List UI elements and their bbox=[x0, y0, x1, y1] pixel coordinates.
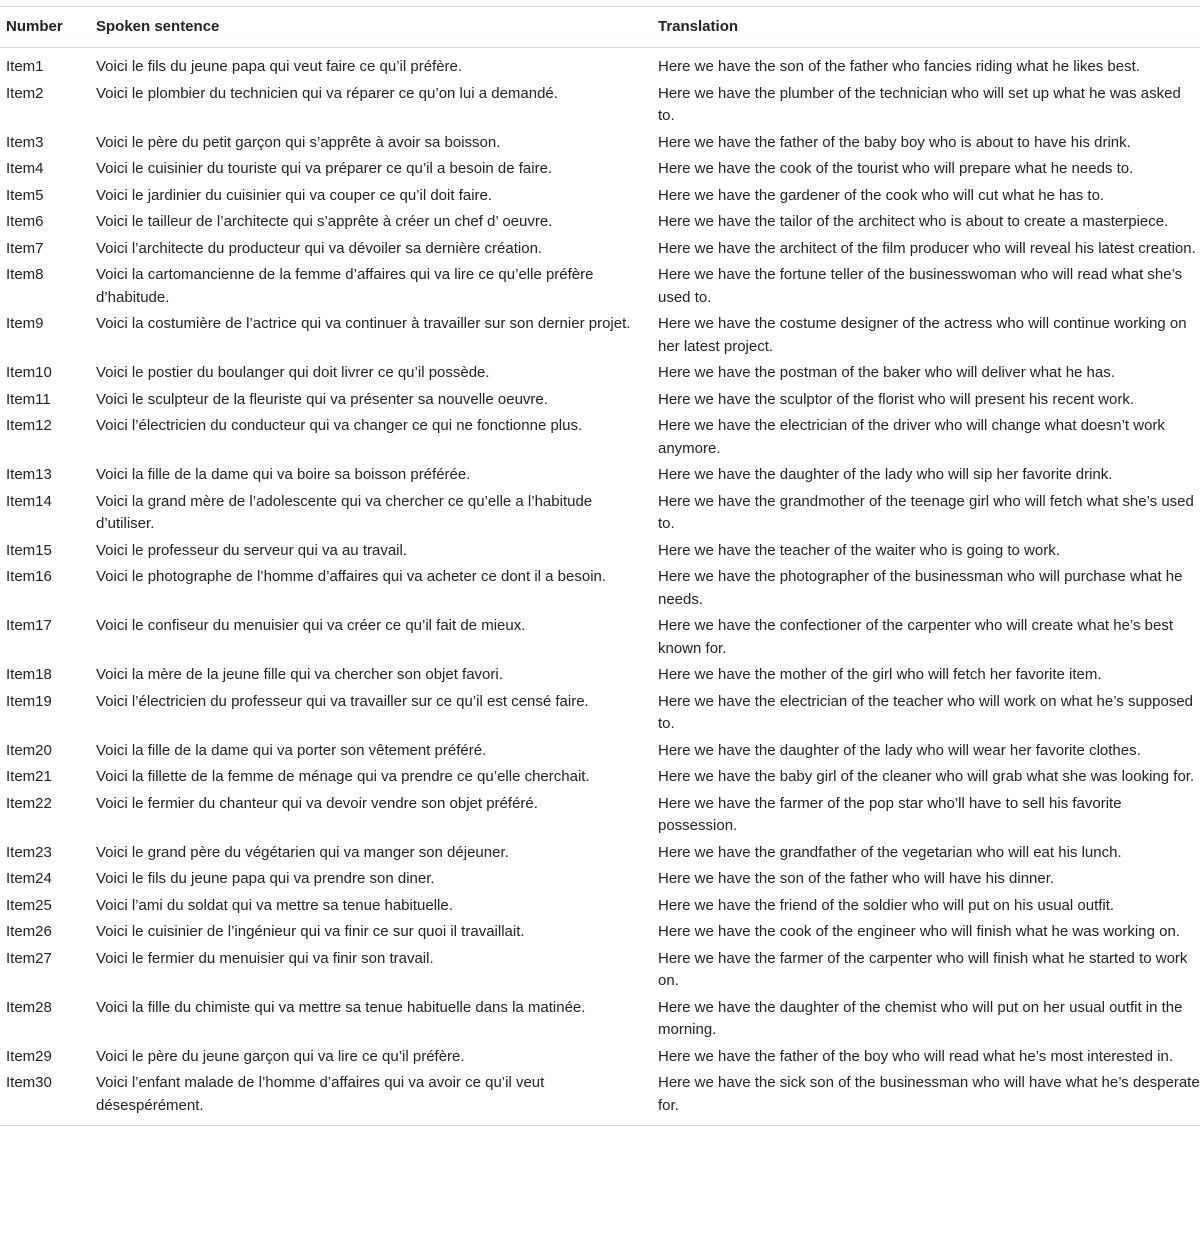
translation-cell: Here we have the son of the father who fancies riding what he likes best. bbox=[658, 58, 1140, 75]
translation-cell: Here we have the fortune teller of the businesswoman who will read what she’s used to. bbox=[658, 266, 1183, 306]
translation-cell: Here we have the photographer of the businessman who will purchase what he needs. bbox=[658, 568, 1183, 608]
spoken-sentence-cell: Voici la fille de la dame qui va porter son vêtement préféré. bbox=[96, 741, 487, 759]
spoken-sentence-cell: Voici le postier du boulanger qui doit livrer ce qu’il possède. bbox=[96, 364, 490, 381]
table-row bbox=[0, 237, 1200, 264]
translation-cell: Here we have the son of the father who will have his dinner. bbox=[658, 870, 1055, 887]
item-number-cell: Item5 bbox=[6, 186, 44, 204]
spoken-sentence-cell: Voici l’architecte du producteur qui va dévoiler sa dernière création. bbox=[96, 239, 543, 257]
spoken-sentence-cell: Voici la grand mère de l’adolescente qui va chercher ce qu’elle a l’habitude d’utiliser. bbox=[96, 492, 593, 532]
table-row bbox=[0, 82, 1200, 131]
table-row bbox=[0, 388, 1200, 415]
table-row bbox=[0, 414, 1200, 463]
header-row bbox=[0, 7, 1200, 48]
item-number-cell: Item12 bbox=[6, 417, 52, 434]
item-number-cell: Item22 bbox=[6, 794, 52, 812]
item-number-cell: Item16 bbox=[6, 568, 52, 585]
table-row bbox=[0, 920, 1200, 947]
translation-cell: Here we have the postman of the baker who will deliver what he has. bbox=[658, 364, 1115, 381]
translation-cell: Here we have the daughter of the chemist who will put on her usual outfit in the morning. bbox=[658, 998, 1183, 1038]
spoken-sentence-cell: Voici le cuisinier de l’ingénieur qui va finir ce sur quoi il travaillait. bbox=[96, 923, 525, 940]
translation-cell: Here we have the cook of the tourist who will prepare what he needs to. bbox=[658, 160, 1134, 177]
spoken-sentence-cell: Voici l’électricien du conducteur qui va changer ce qui ne fonctionne plus. bbox=[96, 417, 583, 434]
translation-cell: Here we have the grandmother of the teenage girl who will fetch what she’s used to. bbox=[658, 492, 1194, 532]
table-row bbox=[0, 263, 1200, 312]
translation-cell: Here we have the mother of the girl who will fetch her favorite item. bbox=[658, 666, 1102, 683]
spoken-sentence-cell: Voici la costumière de l’actrice qui va continuer à travailler sur son dernier projet. bbox=[96, 315, 631, 332]
translation-cell: Here we have the confectioner of the carpenter who will create what he’s best known for. bbox=[658, 617, 1174, 657]
spoken-sentence-cell: Voici le tailleur de l’architecte qui s’apprête à créer un chef d’ oeuvre. bbox=[96, 213, 553, 230]
item-number-cell: Item30 bbox=[6, 1074, 52, 1091]
translation-cell: Here we have the sculptor of the florist who will present his recent work. bbox=[658, 390, 1135, 408]
item-number-cell: Item18 bbox=[6, 666, 52, 683]
table-row bbox=[0, 1045, 1200, 1072]
translation-cell: Here we have the teacher of the waiter who is going to work. bbox=[658, 541, 1060, 559]
item-number-cell: Item15 bbox=[6, 541, 52, 559]
translation-cell: Here we have the baby girl of the cleaner who will grab what she was looking for. bbox=[658, 768, 1195, 785]
spoken-sentence-cell: Voici le photographe de l’homme d’affaires qui va acheter ce dont il a besoin. bbox=[96, 568, 607, 585]
item-number-cell: Item27 bbox=[6, 949, 52, 967]
translation-cell: Here we have the sick son of the businessman who will have what he’s desperate for. bbox=[658, 1074, 1200, 1114]
translation-cell: Here we have the father of the baby boy who is about to have his drink. bbox=[658, 133, 1131, 151]
item-number-cell: Item20 bbox=[6, 741, 52, 759]
table-row bbox=[0, 361, 1200, 388]
spoken-sentence-cell: Voici l’ami du soldat qui va mettre sa tenue habituelle. bbox=[96, 896, 453, 914]
item-number-cell: Item2 bbox=[6, 84, 44, 102]
table-row bbox=[0, 463, 1200, 490]
translation-cell: Here we have the friend of the soldier who will put on his usual outfit. bbox=[658, 896, 1115, 914]
table-row bbox=[0, 1071, 1200, 1126]
item-number-cell: Item23 bbox=[6, 843, 52, 861]
items-table bbox=[0, 6, 1200, 1126]
header-spoken-sentence: Spoken sentence bbox=[96, 17, 220, 35]
spoken-sentence-cell: Voici le professeur du serveur qui va au travail. bbox=[96, 541, 407, 559]
table-row bbox=[0, 867, 1200, 894]
spoken-sentence-cell: Voici le fermier du menuisier qui va finir son travail. bbox=[96, 949, 434, 967]
spoken-sentence-cell: Voici le fermier du chanteur qui va devoir vendre son objet préféré. bbox=[96, 794, 538, 812]
translation-cell: Here we have the electrician of the teacher who will work on what he’s supposed to. bbox=[658, 692, 1194, 732]
table-row bbox=[0, 131, 1200, 158]
item-number-cell: Item29 bbox=[6, 1047, 52, 1065]
spoken-sentence-cell: Voici la fille du chimiste qui va mettre sa tenue habituelle dans la matinée. bbox=[96, 998, 586, 1016]
spoken-sentence-cell: Voici le père du jeune garçon qui va lire ce qu’il préfère. bbox=[96, 1047, 465, 1065]
item-number-cell: Item21 bbox=[6, 768, 52, 785]
item-number-cell: Item14 bbox=[6, 492, 52, 510]
table-row bbox=[0, 663, 1200, 690]
translation-cell: Here we have the architect of the film producer who will reveal his latest creation. bbox=[658, 239, 1196, 257]
spoken-sentence-cell: Voici le père du petit garçon qui s’apprête à avoir sa boisson. bbox=[96, 133, 501, 151]
table-body bbox=[0, 48, 1200, 1126]
item-number-cell: Item24 bbox=[6, 870, 52, 887]
table-row bbox=[0, 614, 1200, 663]
table-row bbox=[0, 490, 1200, 539]
item-number-cell: Item19 bbox=[6, 692, 52, 710]
spoken-sentence-cell: Voici le sculpteur de la fleuriste qui va présenter sa nouvelle oeuvre. bbox=[96, 390, 548, 408]
translation-cell: Here we have the cook of the engineer who will finish what he was working on. bbox=[658, 923, 1180, 940]
item-number-cell: Item1 bbox=[6, 58, 44, 75]
table-row bbox=[0, 565, 1200, 614]
table-row bbox=[0, 739, 1200, 766]
item-number-cell: Item7 bbox=[6, 239, 44, 257]
table-header bbox=[0, 7, 1200, 48]
spoken-sentence-cell: Voici le fils du jeune papa qui veut faire ce qu’il préfère. bbox=[96, 58, 463, 75]
translation-cell: Here we have the daughter of the lady who will sip her favorite drink. bbox=[658, 466, 1113, 483]
item-number-cell: Item17 bbox=[6, 617, 52, 634]
item-number-cell: Item6 bbox=[6, 213, 44, 230]
translation-cell: Here we have the electrician of the driver who will change what doesn’t work anymore. bbox=[658, 417, 1165, 457]
spoken-sentence-cell: Voici la fille de la dame qui va boire sa boisson préférée. bbox=[96, 466, 471, 483]
item-number-cell: Item9 bbox=[6, 315, 44, 332]
translation-cell: Here we have the farmer of the pop star who’ll have to sell his favorite possession. bbox=[658, 794, 1122, 834]
header-translation: Translation bbox=[658, 17, 739, 35]
spoken-sentence-cell: Voici le plombier du technicien qui va réparer ce qu’on lui a demandé. bbox=[96, 84, 558, 102]
table-row bbox=[0, 765, 1200, 792]
spoken-sentence-cell: Voici le confiseur du menuisier qui va créer ce qu’il fait de mieux. bbox=[96, 617, 526, 634]
table-row bbox=[0, 312, 1200, 361]
table-row bbox=[0, 210, 1200, 237]
spoken-sentence-cell: Voici le fils du jeune papa qui va prendre son diner. bbox=[96, 870, 435, 887]
spoken-sentence-cell: Voici le jardinier du cuisinier qui va couper ce qu’il doit faire. bbox=[96, 186, 493, 204]
item-number-cell: Item25 bbox=[6, 896, 52, 914]
item-number-cell: Item28 bbox=[6, 998, 52, 1016]
translation-cell: Here we have the daughter of the lady who will wear her favorite clothes. bbox=[658, 741, 1141, 759]
translation-cell: Here we have the plumber of the technician who will set up what he was asked to. bbox=[658, 84, 1181, 124]
spoken-sentence-cell: Voici la mère de la jeune fille qui va chercher son objet favori. bbox=[96, 666, 503, 683]
spoken-sentence-cell: Voici le cuisinier du touriste qui va préparer ce qu’il a besoin de faire. bbox=[96, 160, 553, 177]
translation-cell: Here we have the tailor of the architect who is about to create a masterpiece. bbox=[658, 213, 1169, 230]
table-row bbox=[0, 184, 1200, 211]
item-number-cell: Item8 bbox=[6, 266, 44, 283]
table-row bbox=[0, 539, 1200, 566]
table-row bbox=[0, 947, 1200, 996]
spoken-sentence-cell: Voici le grand père du végétarien qui va manger son déjeuner. bbox=[96, 843, 509, 861]
item-number-cell: Item26 bbox=[6, 923, 52, 940]
spoken-sentence-cell: Voici la cartomancienne de la femme d’affaires qui va lire ce qu’elle préfère d’habitude. bbox=[96, 266, 594, 306]
header-number: Number bbox=[6, 17, 63, 35]
translation-cell: Here we have the farmer of the carpenter who will finish what he started to work on. bbox=[658, 949, 1188, 989]
table-row bbox=[0, 48, 1200, 82]
translation-cell: Here we have the grandfather of the vegetarian who will eat his lunch. bbox=[658, 843, 1122, 861]
table-row bbox=[0, 996, 1200, 1045]
table-row bbox=[0, 792, 1200, 841]
table-row bbox=[0, 841, 1200, 868]
item-number-cell: Item11 bbox=[6, 390, 51, 408]
spoken-sentence-cell: Voici l’électricien du professeur qui va travailler sur ce qu’il est censé faire. bbox=[96, 692, 589, 710]
item-number-cell: Item3 bbox=[6, 133, 44, 151]
table-row bbox=[0, 690, 1200, 739]
item-number-cell: Item13 bbox=[6, 466, 52, 483]
translation-cell: Here we have the father of the boy who will read what he’s most interested in. bbox=[658, 1047, 1174, 1065]
spoken-sentence-cell: Voici la fillette de la femme de ménage qui va prendre ce qu’elle cherchait. bbox=[96, 768, 590, 785]
spoken-sentence-cell: Voici l’enfant malade de l’homme d’affaires qui va avoir ce qu’il veut désespérément. bbox=[96, 1074, 545, 1114]
item-number-cell: Item4 bbox=[6, 160, 44, 177]
item-number-cell: Item10 bbox=[6, 364, 52, 381]
table-row bbox=[0, 157, 1200, 184]
translation-cell: Here we have the gardener of the cook who will cut what he has to. bbox=[658, 186, 1105, 204]
table-row bbox=[0, 894, 1200, 921]
translation-cell: Here we have the costume designer of the actress who will continue working on her latest project. bbox=[658, 315, 1187, 355]
